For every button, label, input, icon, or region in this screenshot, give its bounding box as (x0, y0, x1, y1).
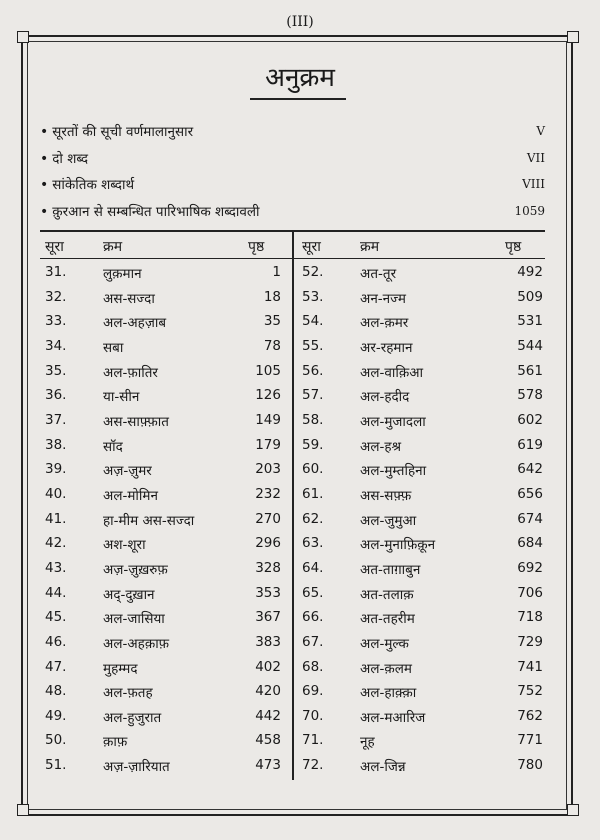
page-number-cell: 619 (517, 436, 543, 453)
page-number-cell: 729 (517, 633, 543, 650)
table-row (40, 459, 545, 484)
sura-name: अल-अहक़ाफ़ (103, 635, 170, 652)
sura-name: अस-सफ़्फ़ (360, 487, 412, 504)
sura-name: अल-जुमुआ (360, 512, 417, 529)
front-matter-label: • क़ुरआन से सम्बन्धित पारिभाषिक शब्दावली (40, 202, 260, 220)
sura-number: 40. (45, 485, 67, 502)
table-row (40, 632, 545, 657)
table-row (40, 484, 545, 509)
sura-name: अल-हदीद (360, 389, 410, 406)
page-number-cell: 270 (255, 510, 281, 527)
contents-table (40, 262, 545, 780)
sura-name: अस-सज्दा (103, 290, 155, 307)
page-number-cell: 383 (255, 633, 281, 650)
sura-number: 56. (302, 362, 324, 379)
front-matter-label: • सूरतों की सूची वर्णमालानुसार (40, 122, 193, 140)
sura-number: 65. (302, 584, 324, 601)
page-number-cell: 718 (517, 609, 543, 626)
sura-name: अल-हश्र (360, 438, 402, 455)
page-number-cell: 78 (263, 337, 281, 354)
sura-name: सबा (103, 339, 124, 356)
page-number-cell: 203 (255, 461, 281, 478)
table-row (40, 361, 545, 386)
page-number-cell: 578 (517, 387, 543, 404)
page-number-cell: 296 (255, 535, 281, 552)
page-number-cell: 762 (517, 707, 543, 724)
sura-name: नूह (360, 734, 375, 751)
sura-number: 33. (45, 313, 67, 330)
page-number-cell: 442 (255, 707, 281, 724)
page-number-cell: 561 (517, 362, 543, 379)
sura-number: 44. (45, 584, 67, 601)
sura-name: अज़-ज़ारियात (103, 759, 170, 776)
sura-number: 49. (45, 707, 67, 724)
sura-number: 37. (45, 411, 67, 428)
page-number-cell: 780 (517, 757, 543, 774)
title-underline (250, 98, 346, 100)
sura-name: अल-अहज़ाब (103, 315, 167, 332)
sura-number: 46. (45, 633, 67, 650)
sura-name: अल-फ़तह (103, 685, 153, 702)
sura-name: लुक़मान (103, 266, 142, 282)
sura-name: सॉद (103, 438, 123, 455)
sura-number: 62. (302, 510, 324, 527)
page-number-cell: 402 (255, 658, 281, 675)
page-number-cell: 328 (255, 559, 281, 576)
sura-number: 66. (302, 609, 324, 626)
table-row (40, 730, 545, 755)
corner-ornament (17, 31, 29, 43)
sura-number: 48. (45, 683, 67, 700)
sura-number: 41. (45, 510, 67, 527)
sura-number: 61. (302, 485, 324, 502)
page-number: (III) (286, 14, 314, 30)
sura-number: 45. (45, 609, 67, 626)
front-matter-page: VII (526, 150, 545, 165)
page-number-cell: 706 (517, 584, 543, 601)
sura-name: अश-शूरा (103, 537, 146, 554)
sura-number: 57. (302, 387, 324, 404)
sura-number: 60. (302, 461, 324, 478)
sura-name: अल-हाक़्क़ा (360, 685, 417, 702)
page-number-cell: 35 (263, 313, 281, 330)
sura-name: अल-वाक़िआ (360, 364, 424, 381)
sura-number: 70. (302, 707, 324, 724)
sura-number: 51. (45, 757, 67, 774)
sura-name: अज़-ज़ुमर (103, 463, 152, 480)
sura-number: 72. (302, 757, 324, 774)
front-matter-item (40, 171, 545, 198)
page-number-cell: 752 (517, 683, 543, 700)
front-matter-page: 1059 (514, 203, 545, 218)
header-kram-left: क्रम (103, 239, 123, 255)
sura-name: अल-फ़ातिर (103, 364, 158, 381)
sura-name: हा-मीम अस-सज्दा (103, 512, 195, 529)
front-matter-list (40, 118, 545, 224)
page-number-cell: 179 (255, 436, 281, 453)
page-number-cell: 353 (255, 584, 281, 601)
page-number-cell: 602 (517, 411, 543, 428)
sura-name: या-सीन (103, 389, 140, 406)
sura-name: मुहम्मद (103, 660, 138, 677)
page-number-cell: 684 (517, 535, 543, 552)
table-row (40, 706, 545, 731)
header-sura-left: सूरा (45, 239, 64, 255)
front-matter-label: • दो शब्द (40, 149, 88, 167)
sura-number: 32. (45, 288, 67, 305)
sura-name: अल-मुम्तहिना (360, 463, 427, 480)
sura-number: 67. (302, 633, 324, 650)
sura-number: 34. (45, 337, 67, 354)
sura-name: अल-क़लम (360, 660, 412, 677)
sura-name: अल-मोमिन (103, 487, 158, 504)
page-number-cell: 741 (517, 658, 543, 675)
page-number-cell: 771 (517, 732, 543, 749)
page-number-cell: 458 (255, 732, 281, 749)
sura-number: 50. (45, 732, 67, 749)
page-number-cell: 18 (263, 288, 281, 305)
table-row (40, 607, 545, 632)
sura-name: अर-रहमान (360, 339, 413, 356)
page-number-cell: 531 (517, 313, 543, 330)
sura-name: अल-मुनाफ़िक़ून (360, 537, 436, 554)
table-row (40, 509, 545, 534)
table-row (40, 681, 545, 706)
page-number-cell: 492 (517, 264, 543, 280)
sura-number: 42. (45, 535, 67, 552)
table-row (40, 385, 545, 410)
sura-number: 31. (45, 264, 67, 280)
front-matter-item (40, 118, 545, 145)
sura-number: 55. (302, 337, 324, 354)
page-number-cell: 232 (255, 485, 281, 502)
sura-number: 54. (302, 313, 324, 330)
sura-number: 71. (302, 732, 324, 749)
table-row (40, 287, 545, 312)
table-row (40, 657, 545, 682)
sura-number: 64. (302, 559, 324, 576)
sura-name: क़ाफ़ (103, 734, 128, 751)
sura-name: अल-क़मर (360, 315, 409, 332)
sura-name: अत-तलाक़ (360, 586, 414, 603)
sura-number: 58. (302, 411, 324, 428)
sura-number: 53. (302, 288, 324, 305)
sura-name: अल-मआरिज (360, 709, 426, 726)
table-row (40, 336, 545, 361)
sura-name: अल-जिन्न (360, 759, 406, 776)
corner-ornament (17, 804, 29, 816)
sura-number: 68. (302, 658, 324, 675)
header-page-right: पृष्ठ (505, 239, 522, 255)
table-row (40, 311, 545, 336)
sura-number: 59. (302, 436, 324, 453)
table-row (40, 410, 545, 435)
sura-number: 47. (45, 658, 67, 675)
header-page-left: पृष्ठ (248, 239, 265, 255)
table-row (40, 583, 545, 608)
sura-name: अल-जासिया (103, 611, 165, 628)
front-matter-page: VIII (522, 177, 545, 192)
table-row (40, 262, 545, 287)
front-matter-item (40, 145, 545, 172)
page-number-cell: 126 (255, 387, 281, 404)
page-number-cell: 367 (255, 609, 281, 626)
sura-number: 69. (302, 683, 324, 700)
page-number-cell: 656 (517, 485, 543, 502)
page-number-cell: 149 (255, 411, 281, 428)
sura-number: 35. (45, 362, 67, 379)
sura-name: अत-तहरीम (360, 611, 415, 628)
page-number-cell: 544 (517, 337, 543, 354)
front-matter-page: V (536, 124, 545, 139)
sura-name: अल-हुजुरात (103, 709, 162, 726)
page-number-cell: 105 (255, 362, 281, 379)
sura-name: अद्-दुख़ान (103, 586, 155, 603)
sura-number: 63. (302, 535, 324, 552)
sura-name: अल-मुजादला (360, 413, 426, 430)
page-number-cell: 674 (517, 510, 543, 527)
table-row (40, 435, 545, 460)
table-row (40, 533, 545, 558)
page-number-cell: 642 (517, 461, 543, 478)
sura-name: अज़-ज़ुख़रुफ़ (103, 561, 168, 578)
corner-ornament (567, 804, 579, 816)
sura-number: 39. (45, 461, 67, 478)
sura-number: 43. (45, 559, 67, 576)
corner-ornament (567, 31, 579, 43)
front-matter-label: • सांकेतिक शब्दार्थ (40, 175, 134, 193)
page-number-cell: 420 (255, 683, 281, 700)
page-number-cell: 509 (517, 288, 543, 305)
page-title: अनुक्रम (265, 63, 335, 93)
front-matter-item (40, 198, 545, 225)
header-kram-right: क्रम (360, 239, 380, 255)
sura-number: 52. (302, 264, 324, 280)
page-number-cell: 692 (517, 559, 543, 576)
sura-number: 36. (45, 387, 67, 404)
page-number-cell: 1 (272, 264, 281, 280)
sura-name: अल-मुल्क (360, 635, 409, 652)
header-sura-right: सूरा (302, 239, 321, 255)
sura-name: अन-नज्म (360, 290, 406, 307)
table-row (40, 558, 545, 583)
sura-name: अत-ताग़ाबुन (360, 561, 421, 578)
sura-name: अस-साफ़्फ़ात (103, 413, 169, 430)
sura-name: अत-तूर (360, 266, 397, 282)
page-number-cell: 473 (255, 757, 281, 774)
table-row (40, 755, 545, 780)
sura-number: 38. (45, 436, 67, 453)
